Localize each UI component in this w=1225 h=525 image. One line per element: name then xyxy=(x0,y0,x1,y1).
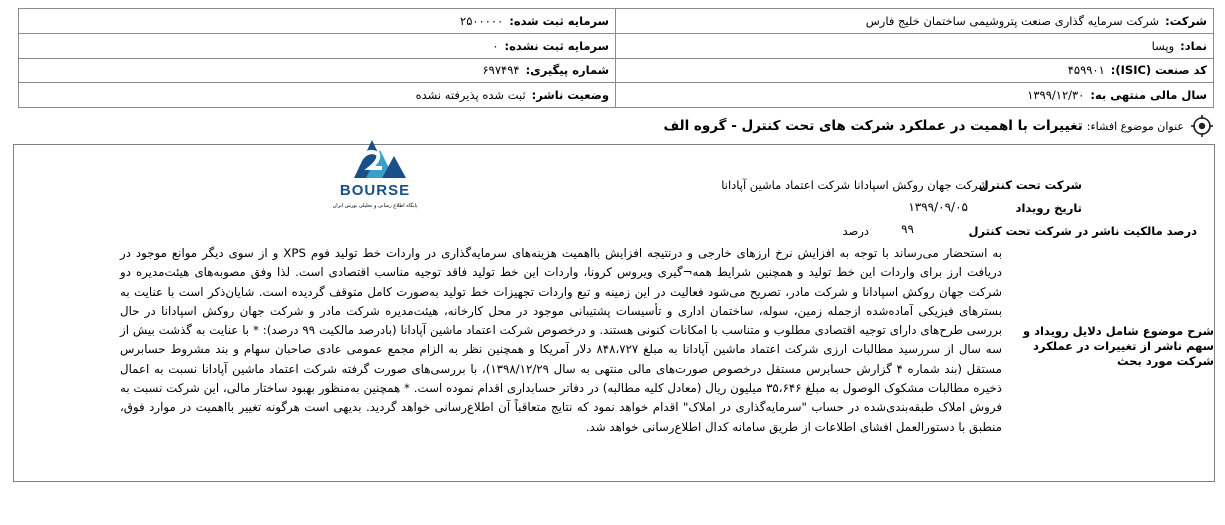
description-text: به استحضار می‌رساند با توجه به افزایش نرخ ارزهای خارجی و درنتیجه افزایش بااهمیت هزینه‌های سرمایه‌گذاری در واردات خط تولید فوم XPS و از سوی دیگر موانع موجود در دریافت ارز برای واردات این خط تولید و همچنین شرایط همه¬گیری ویروس کرونا، واردات این خط تولید فاقد توجیه مناسب اقتصادی است. لذا وفق مصوبه‌های هیئت‌مدیره دو شرکت جهان روکش اسپادانا و شرکت مادر، تصریح می‌شود فعالیت در این زمینه و تبع واردات تجهیزات خط تولید به‌صورت کامل متوقف گردیده است. شایان‌ذکر است با عنایت به بسترهای فیزیکی آماده‌شده ازجمله زمین، سوله، ساختمان اداری و تأسیسات پشتیبانی موجود در محل کارخانه، هیئت‌مدیره شرکت مادر و شرکت جهان روکش اسپادانا در حال بررسی طرح‌های دارای توجیه اقتصادی مطلوب و متناسب با امکانات کنونی هستند. و درخصوص شرکت اعتماد ماشین آپادانا (بادرصد مالکیت ۹۹ درصد): * با عنایت به گذشت بیش از سه سال از سررسید مطالبات ارزی شرکت اعتماد ماشین آپادانا به مبلغ ۸۴۸،۷۲۷ دلار آمریکا و همچنین نظر به الزام مجمع عمومی عادی صاحبان سهام و بند مشروط حسابرس مستقل (بند شماره ۴ گزارش حسابرس مستقل درخصوص صورت‌های مالی منتهی به سال ۱۳۹۸/۱۲/۲۹)، با بررسی‌های صورت گرفته شرکت اعتماد ماشین آپادانا نسبت به اعمال ذخیره مطالبات مشکوک الوصول به مبلغ ۳۵،۶۴۶ میلیون ریال (معادل کلیه مطالبه) در دفاتر حسابداری اقدام نموده است. * همچنین به‌منظور بهبود ساختار مالی، این شرکت نسبت به فروش املاک طبقه‌بندی‌شده در حساب "سرمایه‌گذاری در املاک" اقدام خواهد نمود که نتایج متعاقباً آن اطلاع‌رسانی خواهد گردید. بدیهی است هرگونه تغییر بااهمیت در موارد فوق، منطبق با دستورالعمل افشای اطلاعات از طریق سامانه کدال اطلاع‌رسانی خواهد شد. xyxy=(120,246,1002,434)
tracking-number-row xyxy=(19,59,615,84)
subject-label: عنوان موضوع افشاء: xyxy=(1086,119,1184,133)
ownership-label: درصد مالکیت ناشر در شرکت تحت کنترل xyxy=(968,224,1197,238)
bourse-logo xyxy=(320,130,430,214)
controlled-company-value: شرکت جهان روکش اسپادانا شرکت اعتماد ماشین آپادانا xyxy=(721,178,988,192)
ownership-value: ۹۹ xyxy=(901,222,914,236)
target-icon xyxy=(1190,114,1214,138)
publisher-status-row xyxy=(19,83,615,107)
registered-capital-label: سرمایه ثبت شده: xyxy=(509,13,609,28)
isic-value: ۴۵۹۹۰۱ xyxy=(1067,63,1105,78)
tracking-number-value: ۶۹۷۴۹۴ xyxy=(482,63,520,78)
registered-capital-row xyxy=(19,9,615,34)
publisher-status-label: وضعیت ناشر: xyxy=(531,88,609,103)
company-info-table xyxy=(18,8,1214,108)
controlled-company-label: شرکت تحت کنترل xyxy=(978,178,1082,192)
description-label: شرح موضوع شامل دلایل رویداد و سهم ناشر از تغییرات در عملکرد شرکت مورد بحث xyxy=(1022,324,1214,368)
unregistered-capital-row xyxy=(19,34,615,59)
company-row xyxy=(616,9,1213,34)
isic-row xyxy=(616,59,1213,84)
fiscal-year-row xyxy=(616,83,1213,107)
publisher-status-value: ثبت شده پذیرفته نشده xyxy=(415,88,526,103)
event-date-label: تاریخ رویداد xyxy=(1015,201,1082,215)
registered-capital-value: ۲۵۰۰۰۰۰ xyxy=(460,13,504,28)
company-info-left-column xyxy=(19,9,615,107)
logo-caption: پایگاه اطلاع رسانی و تحلیلی بورس ایران xyxy=(332,203,418,209)
symbol-value: وپسا xyxy=(1151,38,1175,53)
event-date-value: ۱۳۹۹/۰۹/۰۵ xyxy=(908,200,968,214)
fiscal-year-value: ۱۳۹۹/۱۲/۳۰ xyxy=(1027,88,1085,103)
logo-wordmark: BOURSE xyxy=(339,182,411,199)
isic-label: کد صنعت (ISIC): xyxy=(1110,63,1207,78)
unregistered-capital-value: ۰ xyxy=(492,38,499,53)
symbol-row xyxy=(616,34,1213,59)
company-info-right-column xyxy=(615,9,1213,107)
ownership-unit: درصد xyxy=(842,224,869,238)
tracking-number-label: شماره پیگیری: xyxy=(525,63,609,78)
company-value: شرکت سرمایه گذاری صنعت پتروشیمی ساختمان خلیج فارس xyxy=(865,13,1160,28)
symbol-label: نماد: xyxy=(1180,38,1207,53)
company-label: شرکت: xyxy=(1165,13,1207,28)
subject-title: تغییرات با اهمیت در عملکرد شرکت های تحت کنترل - گروه الف xyxy=(663,118,1083,134)
disclosure-subject xyxy=(18,114,1214,138)
fiscal-year-label: سال مالی منتهی به: xyxy=(1090,88,1207,103)
unregistered-capital-label: سرمایه ثبت نشده: xyxy=(504,38,609,53)
